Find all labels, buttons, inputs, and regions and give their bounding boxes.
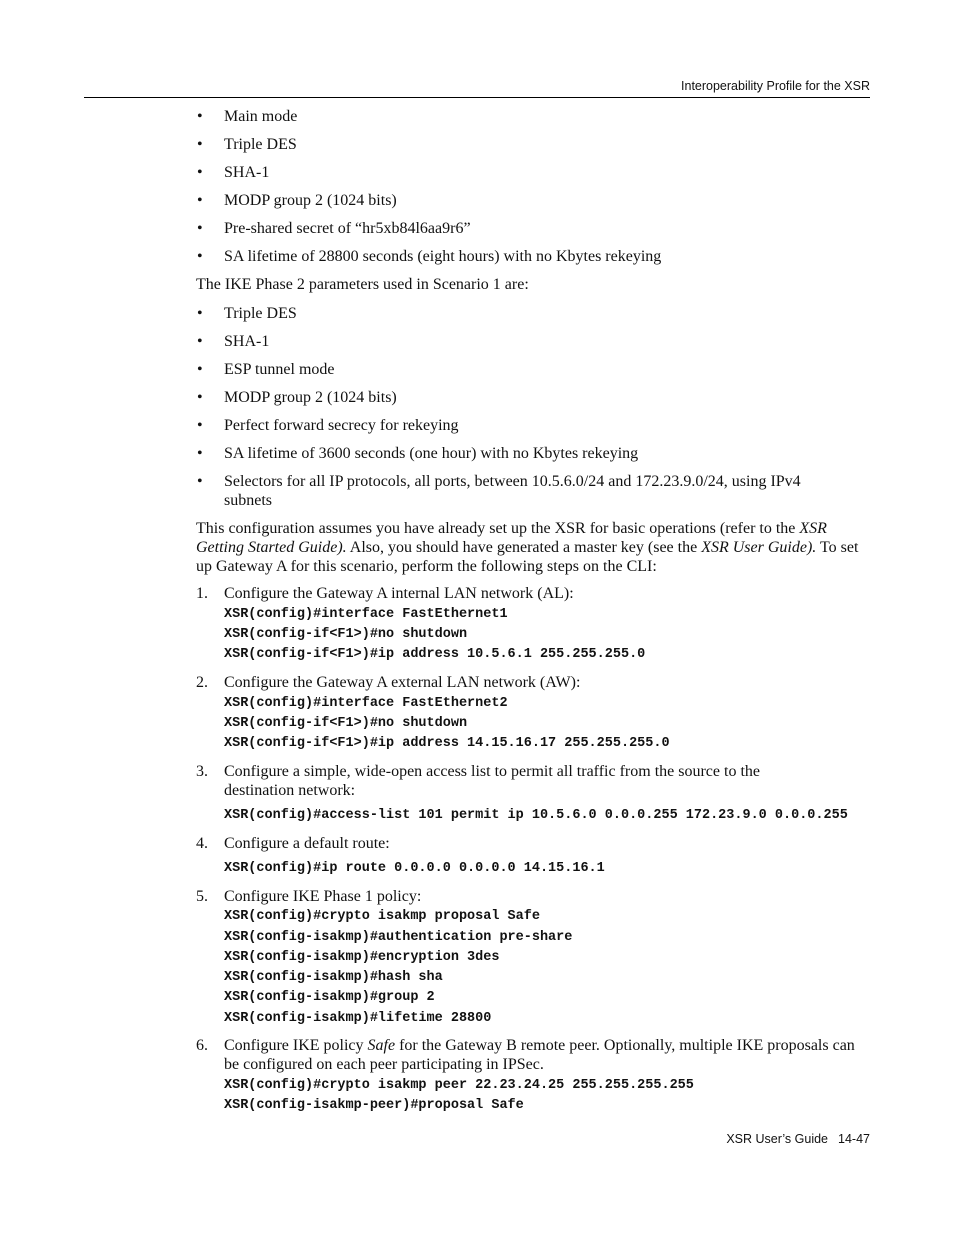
step-text-part: for the Gateway B remote peer. Optionally, multiple IKE proposals can be configured on each peer participating in IPSec. xyxy=(224,1037,855,1073)
cli-command: XSR(config-if<F1>)#ip address 14.15.16.17 255.255.255.0 xyxy=(224,736,670,751)
list-item: SHA-1 xyxy=(224,164,270,181)
cli-command: XSR(config)#crypto isakmp peer 22.23.24.25 255.255.255.255 xyxy=(224,1078,694,1093)
cli-command: XSR(config-isakmp)#authentication pre-share xyxy=(224,930,573,945)
footer-guide-title: XSR User’s Guide xyxy=(726,1132,829,1146)
cli-command: XSR(config-isakmp)#hash sha xyxy=(224,970,443,985)
list-item: Triple DES xyxy=(224,136,297,153)
para-text: This configuration assumes you have already set up the XSR for basic operations (refer to the xyxy=(196,520,800,537)
phase2-intro: The IKE Phase 2 parameters used in Scenario 1 are: xyxy=(196,276,529,293)
cli-command: XSR(config-isakmp)#group 2 xyxy=(224,990,435,1005)
bullet-marker: • xyxy=(197,333,203,350)
list-item: Perfect forward secrecy for rekeying xyxy=(224,417,459,434)
cli-command: XSR(config-if<F1>)#no shutdown xyxy=(224,716,468,731)
list-item: SA lifetime of 3600 seconds (one hour) with no Kbytes rekeying xyxy=(224,445,639,462)
step-text: Configure the Gateway A internal LAN network (AL): xyxy=(224,585,574,602)
step-text: Configure a default route: xyxy=(224,835,390,852)
cli-command: XSR(config-if<F1>)#no shutdown xyxy=(224,627,468,642)
bullet-marker: • xyxy=(197,417,203,434)
list-item: Triple DES xyxy=(224,305,297,322)
bullet-marker: • xyxy=(197,192,203,209)
bullet-marker: • xyxy=(197,389,203,406)
list-item: ESP tunnel mode xyxy=(224,361,335,378)
bullet-marker: • xyxy=(197,220,203,237)
running-header: Interoperability Profile for the XSR xyxy=(681,79,870,93)
cli-command: XSR(config-isakmp)#lifetime 28800 xyxy=(224,1011,492,1026)
bullet-marker: • xyxy=(197,445,203,462)
list-item: SHA-1 xyxy=(224,333,270,350)
list-item: MODP group 2 (1024 bits) xyxy=(224,389,397,406)
list-item: Pre-shared secret of “hr5xb84l6aa9r6” xyxy=(224,220,471,237)
guide-reference: XSR User Guide). xyxy=(701,539,817,556)
para-text: To set up Gateway A for this scenario, perform the following steps on the CLI: xyxy=(196,539,859,575)
config-paragraph xyxy=(196,519,870,576)
bullet-marker: • xyxy=(197,108,203,125)
cli-command: XSR(config-isakmp-peer)#proposal Safe xyxy=(224,1098,524,1113)
step-text-part: Configure IKE policy xyxy=(224,1037,368,1054)
step-number: 5. xyxy=(196,888,208,905)
bullet-marker: • xyxy=(197,136,203,153)
cli-command: XSR(config)#interface FastEthernet2 xyxy=(224,696,508,711)
list-item: Main mode xyxy=(224,108,298,125)
page-number: 14-47 xyxy=(838,1132,870,1146)
header-rule xyxy=(84,97,870,98)
bullet-marker: • xyxy=(197,361,203,378)
cli-command: XSR(config-if<F1>)#ip address 10.5.6.1 255.255.255.0 xyxy=(224,647,646,662)
step-text: Configure a simple, wide-open access list to permit all traffic from the source to the destination network: xyxy=(224,763,760,799)
cli-command: XSR(config)#interface FastEthernet1 xyxy=(224,607,508,622)
page-footer xyxy=(726,1132,870,1146)
list-item: Selectors for all IP protocols, all ports, between 10.5.6.0/24 and 172.23.9.0/24, using IPv4 subnets xyxy=(224,473,801,509)
policy-name: Safe xyxy=(367,1037,396,1054)
step-number: 3. xyxy=(196,763,208,780)
list-item: MODP group 2 (1024 bits) xyxy=(224,192,397,209)
list-item: SA lifetime of 28800 seconds (eight hours) with no Kbytes rekeying xyxy=(224,248,662,265)
bullet-marker: • xyxy=(197,305,203,322)
guide-reference: XSR Getting Started Guide). xyxy=(196,520,827,556)
step-text: Configure IKE Phase 1 policy: xyxy=(224,888,422,905)
cli-command: XSR(config)#ip route 0.0.0.0 0.0.0.0 14.15.16.1 xyxy=(224,861,605,876)
para-text: Also, you should have generated a master key (see the xyxy=(346,539,702,556)
step-text xyxy=(224,1036,869,1074)
step-number: 4. xyxy=(196,835,208,852)
cli-command: XSR(config)#access-list 101 permit ip 10.5.6.0 0.0.0.255 172.23.9.0 0.0.0.255 xyxy=(224,808,848,823)
step-number: 2. xyxy=(196,674,208,691)
step-text: Configure the Gateway A external LAN network (AW): xyxy=(224,674,581,691)
bullet-marker: • xyxy=(197,164,203,181)
step-number: 1. xyxy=(196,585,208,602)
step-number: 6. xyxy=(196,1037,208,1054)
bullet-marker: • xyxy=(197,473,203,490)
cli-command: XSR(config)#crypto isakmp proposal Safe xyxy=(224,909,540,924)
cli-command: XSR(config-isakmp)#encryption 3des xyxy=(224,950,500,965)
bullet-marker: • xyxy=(197,248,203,265)
